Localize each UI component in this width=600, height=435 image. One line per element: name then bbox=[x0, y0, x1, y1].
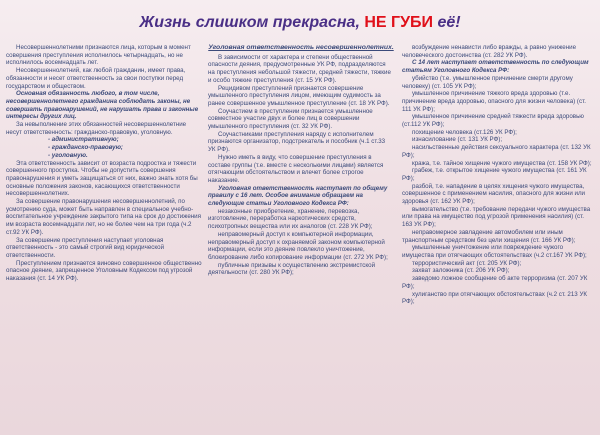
paragraph: Несовершеннолетний, как любой гражданин, имеет права, обязанности и несет ответственность за свои поступки перед государством и обществом. bbox=[6, 67, 186, 90]
paragraph: Соучастием в преступлении признается умышленное совместное участие двух и более лиц в совершении умышленного преступления (ст. 32 УК РФ). bbox=[208, 107, 373, 131]
paragraph: публичные призывы к осуществлению экстремистской деятельности (ст. 280 УК РФ); bbox=[208, 261, 376, 277]
paragraph: умышленные уничтожение или повреждение чужого имущества при отягчающих обстоятельствах (ч.2 ст.167 УК РФ); bbox=[402, 244, 587, 259]
paragraph: Преступлением признается виновно совершенное общественно опасное деяние, запрещенное Уголовным Кодексом под угрозой наказания (ст. 14 УК РФ). bbox=[6, 259, 202, 283]
paragraph: незаконные приобретение, хранение, перевозка, изготовление, переработка наркотических средств, психотропных вещества или их аналогов (ст. 228 УК РФ); bbox=[208, 207, 373, 231]
paragraph: Рецидивом преступлений признается совершение умышленного преступления лицом, имеющим судимость за ранее совершенное умышленное преступление (ст. 18 УК РФ). bbox=[208, 84, 390, 107]
paragraph: хулиганство при отягчающих обстоятельствах (ч.2 ст. 213 УК РФ); bbox=[402, 290, 587, 306]
section-heading: Уголовная ответственность несовершеннолетних. bbox=[208, 44, 394, 51]
title-accent: НЕ ГУБИ bbox=[364, 14, 434, 31]
paragraph: Несовершеннолетними признаются лица, которым в момент совершения преступления исполнилось четырнадцать, но не исполнилось восемнадцать лет. bbox=[6, 44, 191, 67]
paragraph: грабеж, т.е. открытое хищение чужого имущества (ст. 161 УК РФ); bbox=[402, 167, 587, 182]
column-right bbox=[402, 44, 594, 430]
column-left bbox=[6, 44, 202, 430]
paragraph: изнасилование (ст. 131 УК РФ); bbox=[412, 136, 503, 144]
paragraph: разбой, т.е. нападение в целях хищения чужого имущества, совершенное с применением насилия, опасного для жизни или здоровья (ст. 162 УК РФ); bbox=[402, 182, 586, 206]
page-title bbox=[0, 14, 600, 32]
paragraph: террористический акт (ст. 205 УК РФ); bbox=[412, 259, 522, 267]
paragraph: неправомерное завладение автомобилем или иным транспортным средством без цели хищения (ст. 166 УК РФ); bbox=[402, 228, 576, 244]
paragraph: Соучастниками преступления наряду с исполнителем признаются организатор, подстрекатель и пособник (ч.1 ст.33 УК РФ). bbox=[208, 130, 386, 154]
paragraph: Эта ответственность зависит от возраста подростка и тяжести совершенного проступка. Чтобы не допустить совершения правонарушения и уметь защищаться от них, важно знать хотя бы основные положения законов, касающихся ответственности несовершеннолетних. bbox=[6, 159, 198, 198]
paragraph: захват заложника (ст. 206 УК РФ); bbox=[412, 267, 510, 275]
paragraph-emphasis: С 14 лет наступает ответственность по следующим статьям Уголовного Кодекса РФ: bbox=[402, 59, 589, 75]
paragraph: За совершение преступления наступает уголовная ответственность - это самый строгий вид юридической ответственности. bbox=[6, 236, 165, 259]
paragraph: возбуждение ненависти либо вражды, а равно унижение человеческого достоинства (ст. 282 УК РФ). bbox=[402, 44, 577, 59]
paragraph: В зависимости от характера и степени общественной опасности деяния, предусмотренные УК РФ, подразделяются на преступления небольшой тяжести, средней тяжести, тяжкие и особо тяжкие преступления (ст. 15 УК РФ). bbox=[208, 53, 391, 84]
list-item: - административную; bbox=[48, 136, 119, 144]
paragraph: умышленное причинение тяжкого вреда здоровью (т.е. причинение вреда здоровью, опасного для жизни человека) (ст. 111 УК РФ); bbox=[402, 90, 586, 113]
title-tail: её! bbox=[433, 14, 461, 31]
paragraph: убийство (т.е. умышленное причинение смерти другому человеку) (ст. 105 УК РФ); bbox=[402, 74, 573, 90]
paragraph: похищение человека (ст.126 УК РФ); bbox=[412, 128, 517, 136]
paragraph: умышленное причинение средней тяжести вреда здоровью (ст.112 УК РФ); bbox=[402, 113, 584, 129]
paragraph: насильственные действия сексуального характера (ст. 132 УК РФ); bbox=[402, 144, 591, 159]
list-item: - уголовную. bbox=[48, 151, 88, 159]
paragraph: вымогательство (т.е. требование передачи чужого имущества или права на имущество под угрозой применения насилия) (ст. 163 УК РФ); bbox=[402, 205, 591, 229]
paragraph: неправомерный доступ к компьютерной информации, неправомерный доступ к охраняемой законом компьютерной информации, если это деяние повлекло уничтожение, блокирование либо копирование информации (ст. 272 УК РФ); bbox=[208, 230, 388, 261]
paragraph: Нужно иметь в виду, что совершение преступления в составе группы (т.е. вместе с несколькими лицами) является отягчающим обстоятельством и влечет более строгое наказание. bbox=[208, 153, 384, 184]
paragraph: За совершение правонарушения несовершеннолетний, по усмотрению суда, может быть направлен в специальное учебно-воспитательное учреждение закрытого типа на срок до достижения им возраста восемнадцати лет, но не более чем на три года (ч.2 ст.92 УК РФ). bbox=[6, 198, 201, 236]
paragraph-emphasis: Уголовная ответственность наступает по общему правилу с 16 лет. Особое внимание обращаем на следующие статьи Уголовного Кодекса РФ: bbox=[208, 184, 388, 208]
column-middle bbox=[208, 44, 394, 430]
paragraph-emphasis: Основная обязанность любого, в том числе, несовершеннолетнего гражданина соблюдать законы, не совершать правонарушений, не нарушать права и законные интересы других лиц. bbox=[6, 90, 199, 121]
paragraph: кража, т.е. тайное хищение чужого имущества (ст. 158 УК РФ); bbox=[412, 159, 592, 167]
paragraph: заведомо ложное сообщение об акте терроризма (ст. 207 УК РФ); bbox=[402, 275, 588, 290]
list-item: - гражданско-правовую; bbox=[48, 144, 123, 152]
title-main: Жизнь слишком прекрасна, bbox=[139, 14, 365, 31]
paragraph: За невыполнение этих обязанностей несовершеннолетние несут ответственность: гражданско-правовую, уголовную. bbox=[6, 121, 187, 136]
